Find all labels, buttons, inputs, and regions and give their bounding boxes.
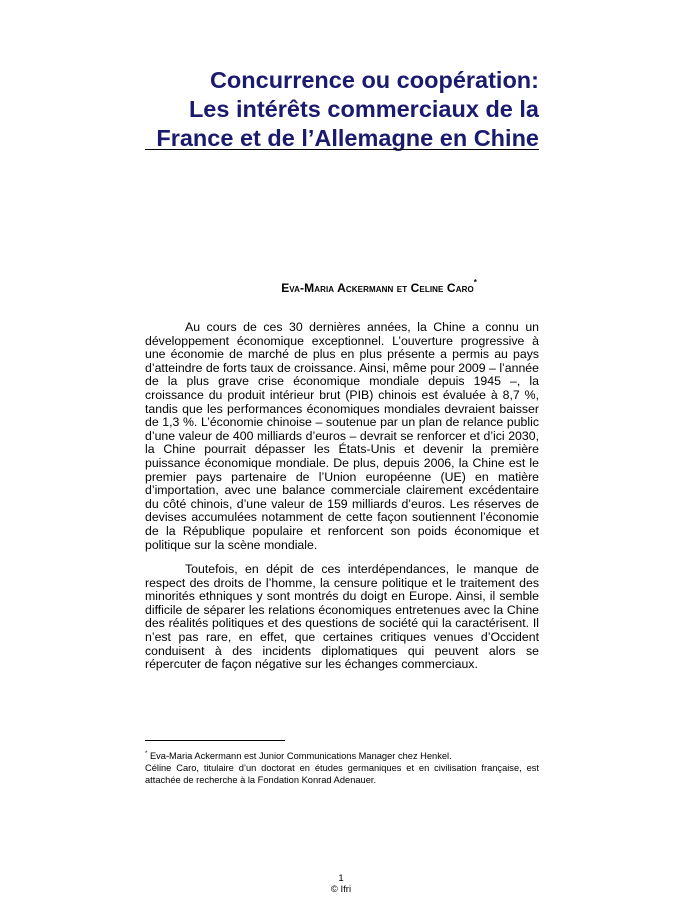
footnote-line-1 — [145, 749, 539, 763]
footnote-text-1: Eva-Maria Ackermann est Junior Communications Manager chez Henkel. — [149, 751, 452, 762]
title-line-2: Les intérêts commerciaux de la — [188, 96, 539, 122]
page-number: 1 — [338, 873, 344, 884]
authors-footnote-mark: * — [473, 278, 477, 287]
authors-line — [0, 280, 477, 295]
authors-names: Eva-Maria Ackermann et Celine Caro — [281, 281, 474, 295]
footnote-mark: * — [145, 751, 148, 757]
copyright: © Ifri — [330, 884, 352, 895]
footnote-text-2: Céline Caro, titulaire d’un doctorat en études germaniques et en civilisation française, est attachée de recherche à la Fondation Konrad Adenauer. — [145, 762, 539, 785]
footnote-separator — [145, 740, 285, 741]
title-underline — [145, 149, 539, 150]
paragraph-1: Au cours de ces 30 dernières années, la Chine a connu un développement économique exceptionnel. L’ouverture progressive à une économie de marché de plus en plus présente a permis au pays d’atteindre de forts taux de croissance. Ainsi, même pour 2009 – l’année de la plus grave crise économique mondiale depuis 1945 –, la croissance du produit intérieur brut (PIB) chinois est évaluée à 8,7 %, tandis que les performances économiques mondiales devraient baisser de 1,3 %. L’économie chinoise – soutenue par un plan de relance public d’une valeur de 400 milliards d’euros – devrait se renforcer et d’ici 2030, la Chine pourrait dépasser les États-Unis et devenir la première puissance économique mondiale. De plus, depuis 2006, la Chine est le premier pays partenaire de l’Union européenne (UE) en matière d’importation, avec une balance commerciale clairement excédentaire du côté chinois, d’une valeur de 159 milliards d’euros. Les réserves de devises accumulées notamment de cette façon soutiennent l’économie de la République populaire et renforcent son poids économique et politique sur la scène mondiale. — [145, 320, 539, 552]
footnote — [145, 749, 539, 786]
title-line-3: France et de l’Allemagne en Chine — [156, 125, 539, 151]
title-line-1: Concurrence ou coopération: — [209, 67, 539, 93]
document-title — [145, 66, 539, 153]
body-text — [145, 321, 539, 683]
paragraph-2: Toutefois, en dépit de ces interdépendances, le manque de respect des droits de l’homme, la censure politique et le traitement des minorités ethniques y sont montrés du doigt en Europe. Ainsi, il semble difficile de séparer les relations économiques entretenues avec la Chine des réalités politiques et des questions de société qui la caractérisent. Il n’est pas rare, en effet, que certaines critiques venues d’Occident conduisent à des incidents diplomatiques qui peuvent alors se répercuter de façon négative sur les échanges commerciaux. — [145, 562, 539, 672]
